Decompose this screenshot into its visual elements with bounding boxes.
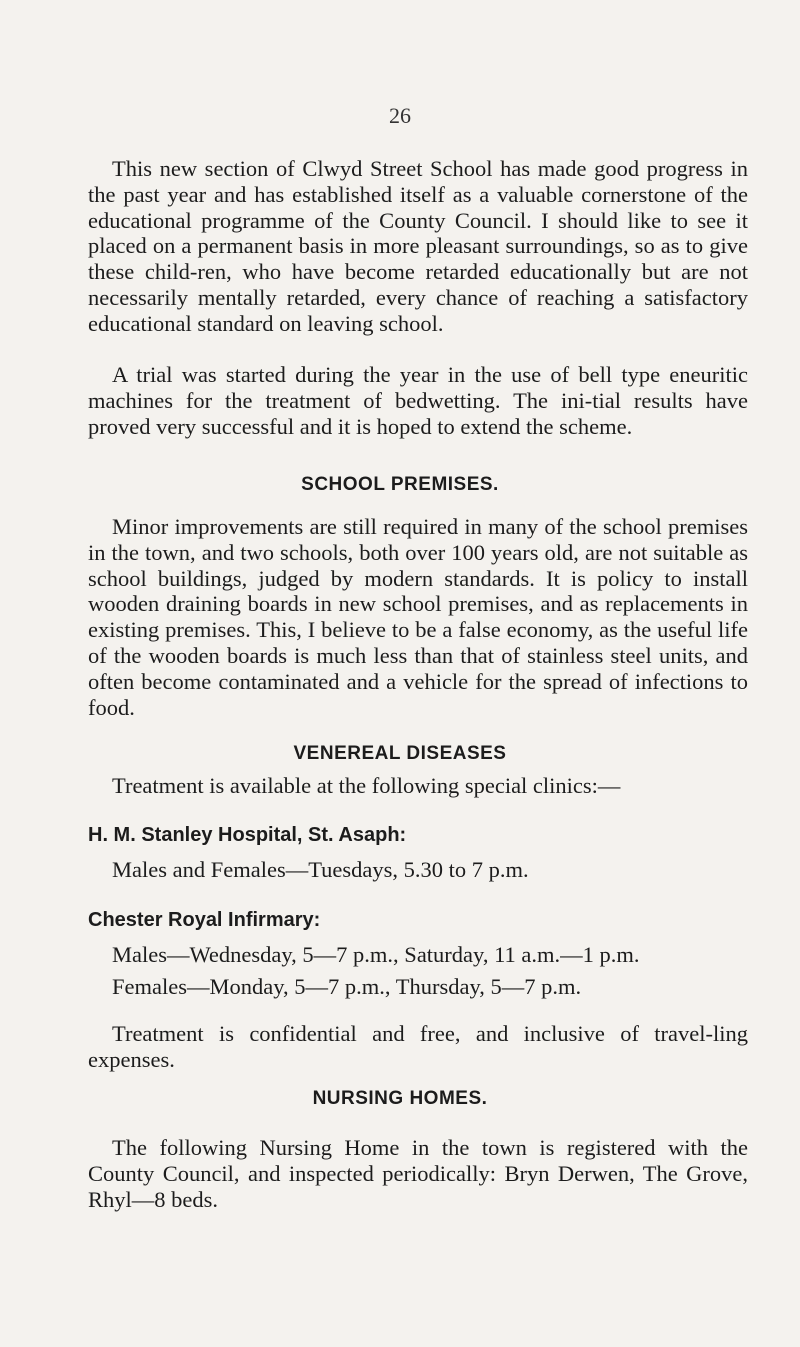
treatment-note: Treatment is confidential and free, and inclusive of travel-ling expenses.: [88, 1021, 748, 1072]
school-premises-paragraph: Minor improvements are still required in many of the school premises in the town, and two schools, both over 100 years old, are not suitable as school buildings, judged by modern standards. It is policy to install wooden draining boards in new school premises, and as replacements in existing premises. This, I believe to be a false economy, as the useful life of the wooden boards is much less than that of stainless steel units, and often become contaminated and a vehicle for the spread of infections to food.: [88, 514, 748, 720]
clinic-1-name: H. M. Stanley Hospital, St. Asaph:: [88, 824, 407, 846]
clinics-intro: Treatment is available at the following special clinics:—: [112, 773, 621, 798]
clinic-2-males: Males—Wednesday, 5—7 p.m., Saturday, 11 a.m.—1 p.m.: [112, 942, 640, 967]
page-number: 26: [389, 103, 411, 128]
clinic-2-name: Chester Royal Infirmary:: [88, 909, 321, 931]
intro-paragraph: This new section of Clwyd Street School has made good progress in the past year and has established itself as a valuable cornerstone of the educational programme of the County Council. I should like to see it placed on a permanent basis in more pleasant surroundings, so as to give these child-ren, who have become retarded educationally but are not necessarily mentally retarded, every chance of reaching a satisfactory educational standard on leaving school.: [88, 156, 748, 336]
nursing-homes-heading: NURSING HOMES.: [312, 1088, 488, 1109]
nursing-homes-paragraph: The following Nursing Home in the town is registered with the County Council, and inspected periodically: Bryn Derwen, The Grove, Rhyl—8 beds.: [88, 1135, 748, 1212]
venereal-diseases-heading: VENEREAL DISEASES: [293, 743, 507, 764]
clinic-2-females: Females—Monday, 5—7 p.m., Thursday, 5—7 p.m.: [112, 974, 582, 999]
trial-paragraph: A trial was started during the year in the use of bell type eneuritic machines for the treatment of bedwetting. The ini-tial results have proved very successful and it is hoped to extend the scheme.: [88, 362, 748, 439]
school-premises-heading: SCHOOL PREMISES.: [301, 474, 499, 495]
clinic-1-hours: Males and Females—Tuesdays, 5.30 to 7 p.m.: [112, 857, 529, 882]
